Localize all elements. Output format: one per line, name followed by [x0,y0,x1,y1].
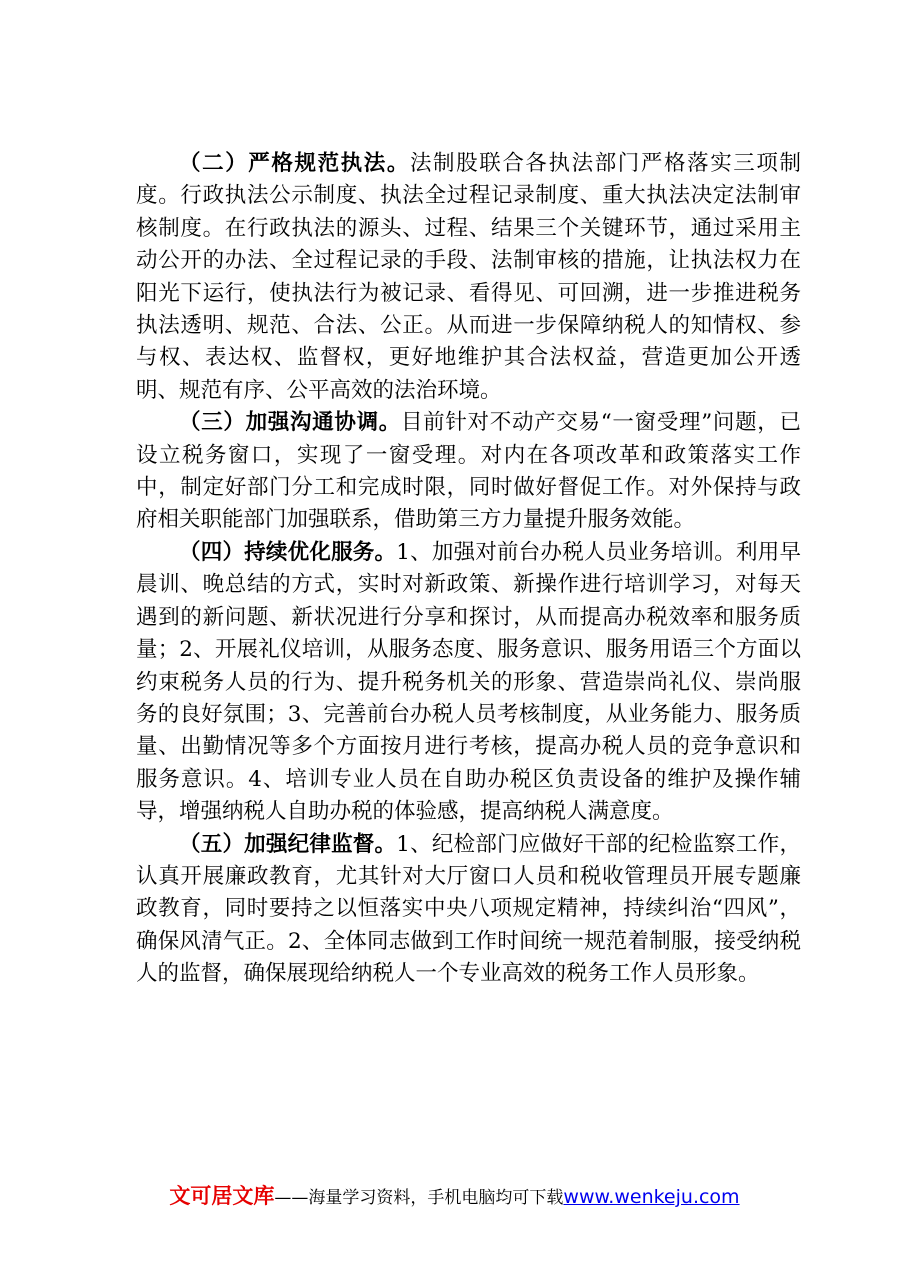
paragraph-heading: （五）加强纪律监督。 [179,831,397,857]
footer-site-link[interactable]: www.wenkeju.com [563,1186,740,1208]
document-body [136,148,801,991]
paragraph-heading: （三）加强沟通协调。 [179,410,401,436]
paragraph-section-2 [136,148,801,407]
paragraph-text: 1、加强对前台办税人员业务培训。利用早晨训、晚总结的方式，实时对新政策、新操作进行培训学习，对每天遇到的新问题、新状况进行分享和探讨，从而提高办税效率和服务质量；2、开展礼仪培训，从服务态度、服务意识、服务用语三个方面以约束税务人员的行为、提升税务机关的形象、营造崇尚礼仪、崇尚服务的良好氛围；3、完善前台办税人员考核制度，从业务能力、服务质量、出勤情况等多个方面按月进行考核，提高办税人员的竞争意识和服务意识。4、培训专业人员在自助办税区负责设备的维护及操作辅导，增强纳税人自助办税的体验感，提高纳税人满意度。 [136,539,801,825]
paragraph-heading: （四）持续优化服务。 [179,539,397,565]
paragraph-text: 1、纪检部门应做好干部的纪检监察工作，认真开展廉政教育，尤其针对大厅窗口人员和税收管理员开展专题廉政教育，同时要持之以恒落实中央八项规定精神，持续纠治“四风”，确保风清气正。2、全体同志做到工作时间统一规范着制服，接受纳税人的监督，确保展现给纳税人一个专业高效的税务工作人员形象。 [136,831,801,987]
paragraph-section-4 [136,537,801,829]
paragraph-text: 法制股联合各执法部门严格落实三项制度。行政执法公示制度、执法全过程记录制度、重大执法决定法制审核制度。在行政执法的源头、过程、结果三个关键环节，通过采用主动公开的办法、全过程记录的手段、法制审核的措施，让执法权力在阳光下运行，使执法行为被记录、看得见、可回溯，进一步推进税务执法透明、规范、合法、公正。从而进一步保障纳税人的知情权、参与权、表达权、监督权，更好地维护其合法权益，营造更加公开透明、规范有序、公平高效的法治环境。 [136,151,801,403]
footer-slogan: ——海量学习资料，手机电脑均可下载 [274,1188,564,1208]
paragraph-heading: （二）严格规范执法。 [179,151,410,176]
paragraph-section-3 [136,407,801,537]
paragraph-text: 目前针对不动产交易“一窗受理”问题，已设立税务窗口，实现了一窗受理。对内在各项改革和政策落实工作中，制定好部门分工和完成时限，同时做好督促工作。对外保持与政府相关职能部门加强联系，借助第三方力量提升服务效能。 [136,410,801,533]
paragraph-section-5 [136,829,801,991]
footer-brand: 文可居文库 [169,1184,275,1208]
footer-banner [0,1180,909,1210]
